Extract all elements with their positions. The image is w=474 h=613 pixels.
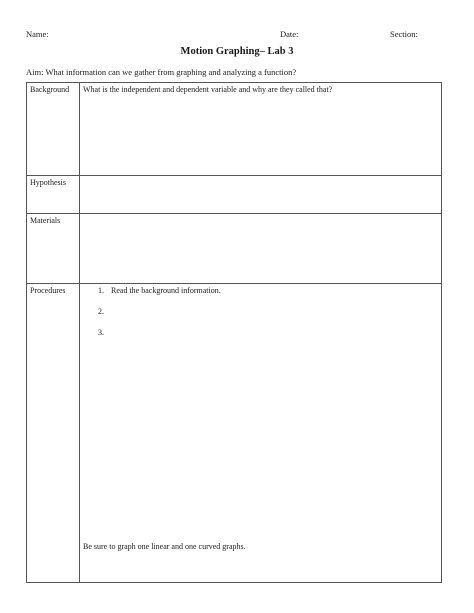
page-title: Motion Graphing– Lab 3: [180, 46, 294, 57]
background-label: Background: [27, 83, 80, 176]
table-row-hypothesis: [27, 176, 442, 214]
step-text: Read the background information.: [111, 286, 221, 295]
table-row-procedures: [27, 284, 442, 583]
table-row-materials: [27, 214, 442, 284]
background-content[interactable]: What is the independent and dependent variable and why are they called that?: [80, 83, 442, 176]
list-item: [83, 328, 438, 349]
section-label: Section:: [390, 29, 418, 39]
name-label: Name:: [26, 29, 49, 39]
hypothesis-content[interactable]: [80, 176, 442, 214]
header-row: [0, 29, 474, 41]
procedures-content[interactable]: [80, 284, 442, 583]
date-label: Date:: [280, 29, 299, 39]
list-item: [83, 307, 438, 328]
procedures-label: Procedures: [27, 284, 80, 583]
aim-text: Aim: What information can we gather from graphing and analyzing a function?: [26, 67, 297, 77]
step-number: 3.: [98, 328, 104, 337]
procedures-note: Be sure to graph one linear and one curved graphs.: [83, 542, 246, 551]
materials-content[interactable]: [80, 214, 442, 284]
step-number: 2.: [98, 307, 104, 316]
list-item: [83, 286, 438, 307]
step-number: 1.: [98, 286, 104, 295]
materials-label: Materials: [27, 214, 80, 284]
lab-table: [26, 82, 442, 583]
table-row-background: [27, 83, 442, 176]
procedures-list: [83, 286, 438, 349]
hypothesis-label: Hypothesis: [27, 176, 80, 214]
